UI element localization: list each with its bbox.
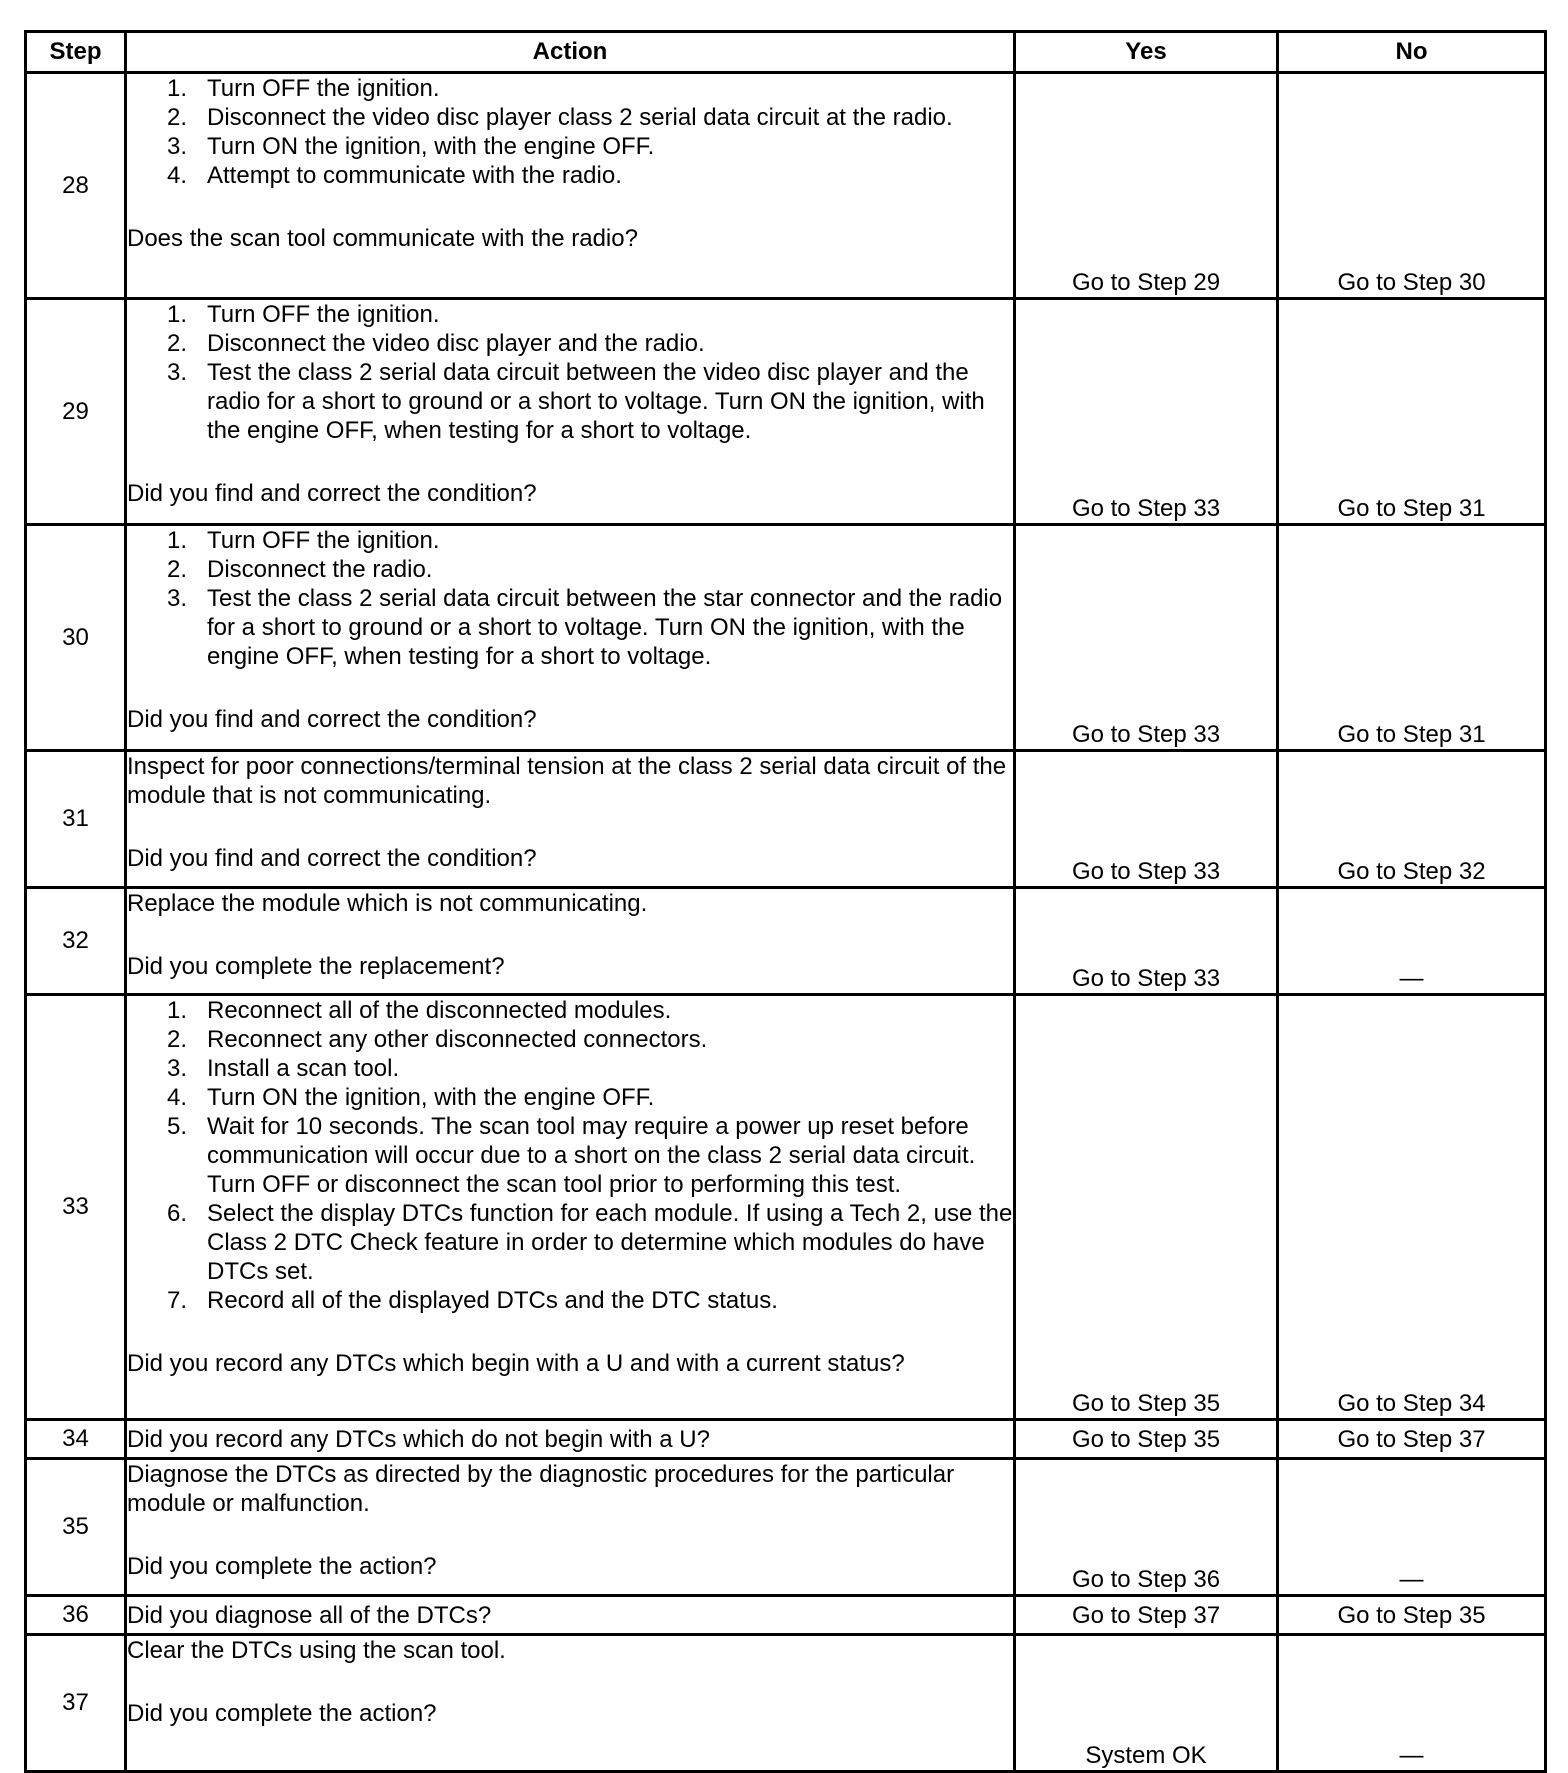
table-row <box>26 751 1546 888</box>
action-steps <box>127 526 1013 671</box>
yes-result: Go to Step 36 <box>1015 1459 1278 1596</box>
action-steps <box>127 300 1013 445</box>
action-instruction: Inspect for poor connections/terminal tension at the class 2 serial data circuit of the module that is not communicating. <box>127 753 1007 809</box>
diagnostic-table <box>24 30 1547 1773</box>
step-text: Disconnect the video disc player class 2 serial data circuit at the radio. <box>207 104 953 131</box>
no-result: Go to Step 31 <box>1278 299 1546 525</box>
step-index: 1. <box>166 997 187 1024</box>
yes-result: Go to Step 33 <box>1015 888 1278 995</box>
action-question: Did you find and correct the condition? <box>127 480 537 507</box>
action-step <box>127 526 1013 555</box>
action-step <box>127 1025 1013 1054</box>
step-text: Test the class 2 serial data circuit between the video disc player and the radio for a short to ground or a short to voltage. Turn ON the ignition, with the engine OFF, when testing for a short to voltage. <box>207 359 985 444</box>
action-step <box>127 584 1013 671</box>
action-step <box>127 555 1013 584</box>
no-result: Go to Step 34 <box>1278 995 1546 1420</box>
step-text: Record all of the displayed DTCs and the DTC status. <box>207 1287 778 1314</box>
action-cell <box>126 525 1015 751</box>
action-cell <box>126 1459 1015 1596</box>
table-row <box>26 73 1546 299</box>
action-instruction: Diagnose the DTCs as directed by the diagnostic procedures for the particular module or malfunction. <box>127 1461 955 1517</box>
table-row <box>26 299 1546 525</box>
action-cell <box>126 1420 1015 1459</box>
no-result: — <box>1278 1635 1546 1772</box>
table-row <box>26 525 1546 751</box>
no-result: Go to Step 35 <box>1278 1596 1546 1635</box>
step-index: 3. <box>166 359 187 386</box>
step-text: Test the class 2 serial data circuit between the star connector and the radio for a short to ground or a short to voltage. Turn ON the ignition, with the engine OFF, when testing for a short to voltage. <box>207 585 1003 670</box>
step-index: 2. <box>166 330 187 357</box>
step-index: 4. <box>166 1084 187 1111</box>
action-question: Does the scan tool communicate with the radio? <box>127 225 638 252</box>
table-row <box>26 1459 1546 1596</box>
step-index: 3. <box>166 133 187 160</box>
yes-result: Go to Step 35 <box>1015 995 1278 1420</box>
action-step <box>127 1286 1013 1315</box>
action-cell <box>126 299 1015 525</box>
step-index: 3. <box>166 1055 187 1082</box>
step-index: 5. <box>166 1113 187 1140</box>
action-steps <box>127 996 1013 1315</box>
table-header-row <box>26 32 1546 73</box>
action-question: Did you complete the action? <box>127 1553 437 1580</box>
step-number: 35 <box>26 1459 126 1596</box>
action-step <box>127 996 1013 1025</box>
table-row <box>26 888 1546 995</box>
step-text: Turn OFF the ignition. <box>207 75 440 102</box>
step-index: 6. <box>166 1200 187 1227</box>
action-question: Did you diagnose all of the DTCs? <box>127 1601 492 1629</box>
yes-result: Go to Step 33 <box>1015 751 1278 888</box>
yes-result: Go to Step 33 <box>1015 299 1278 525</box>
action-step <box>127 329 1013 358</box>
step-text: Turn ON the ignition, with the engine OFF. <box>207 133 655 160</box>
step-number: 32 <box>26 888 126 995</box>
action-step <box>127 161 1013 190</box>
step-text: Wait for 10 seconds. The scan tool may require a power up reset before communication will occur due to a short on the class 2 serial data circuit. Turn OFF or disconnect the scan tool prior to performing this test. <box>207 1113 976 1198</box>
action-cell <box>126 888 1015 995</box>
step-number: 30 <box>26 525 126 751</box>
action-question: Did you complete the action? <box>127 1700 437 1727</box>
step-index: 2. <box>166 104 187 131</box>
step-text: Install a scan tool. <box>207 1055 400 1082</box>
step-text: Disconnect the video disc player and the radio. <box>207 330 705 357</box>
header-no: No <box>1278 32 1546 73</box>
table-row <box>26 1635 1546 1772</box>
header-step: Step <box>26 32 126 73</box>
no-result: Go to Step 37 <box>1278 1420 1546 1459</box>
step-text: Select the display DTCs function for each module. If using a Tech 2, use the Class 2 DTC Check feature in order to determine which modules do have DTCs set. <box>207 1200 1013 1285</box>
action-cell <box>126 995 1015 1420</box>
step-index: 2. <box>166 556 187 583</box>
yes-result: Go to Step 33 <box>1015 525 1278 751</box>
action-question: Did you find and correct the condition? <box>127 706 537 733</box>
action-step <box>127 132 1013 161</box>
yes-result: Go to Step 29 <box>1015 73 1278 299</box>
step-text: Turn OFF the ignition. <box>207 301 440 328</box>
step-text: Turn ON the ignition, with the engine OFF. <box>207 1084 655 1111</box>
step-text: Attempt to communicate with the radio. <box>207 162 622 189</box>
action-cell <box>126 1596 1015 1635</box>
yes-result: Go to Step 35 <box>1015 1420 1278 1459</box>
action-cell <box>126 1635 1015 1772</box>
step-number: 31 <box>26 751 126 888</box>
yes-result: Go to Step 37 <box>1015 1596 1278 1635</box>
header-action: Action <box>126 32 1015 73</box>
header-yes: Yes <box>1015 32 1278 73</box>
action-question: Did you find and correct the condition? <box>127 845 537 872</box>
yes-result: System OK <box>1015 1635 1278 1772</box>
no-result: — <box>1278 888 1546 995</box>
step-number: 37 <box>26 1635 126 1772</box>
action-step <box>127 74 1013 103</box>
no-result: Go to Step 30 <box>1278 73 1546 299</box>
action-instruction: Replace the module which is not communicating. <box>127 890 648 917</box>
action-cell <box>126 751 1015 888</box>
action-question: Did you record any DTCs which begin with a U and with a current status? <box>127 1350 905 1377</box>
step-number: 34 <box>26 1420 126 1459</box>
step-index: 4. <box>166 162 187 189</box>
no-result: Go to Step 31 <box>1278 525 1546 751</box>
step-text: Turn OFF the ignition. <box>207 527 440 554</box>
action-step <box>127 1083 1013 1112</box>
action-step <box>127 358 1013 445</box>
step-index: 3. <box>166 585 187 612</box>
step-index: 1. <box>166 301 187 328</box>
action-question: Did you complete the replacement? <box>127 953 505 980</box>
table-row <box>26 995 1546 1420</box>
action-instruction: Clear the DTCs using the scan tool. <box>127 1637 506 1664</box>
step-number: 33 <box>26 995 126 1420</box>
step-index: 1. <box>166 75 187 102</box>
step-index: 2. <box>166 1026 187 1053</box>
step-text: Disconnect the radio. <box>207 556 433 583</box>
action-step <box>127 1112 1013 1199</box>
step-number: 29 <box>26 299 126 525</box>
action-cell <box>126 73 1015 299</box>
action-step <box>127 1199 1013 1286</box>
action-question: Did you record any DTCs which do not begin with a U? <box>127 1425 710 1453</box>
table-row <box>26 1596 1546 1635</box>
step-text: Reconnect any other disconnected connectors. <box>207 1026 708 1053</box>
step-index: 7. <box>166 1287 187 1314</box>
step-number: 36 <box>26 1596 126 1635</box>
step-number: 28 <box>26 73 126 299</box>
action-steps <box>127 74 1013 190</box>
action-step <box>127 1054 1013 1083</box>
no-result: — <box>1278 1459 1546 1596</box>
no-result: Go to Step 32 <box>1278 751 1546 888</box>
table-row <box>26 1420 1546 1459</box>
action-step <box>127 300 1013 329</box>
step-index: 1. <box>166 527 187 554</box>
action-step <box>127 103 1013 132</box>
step-text: Reconnect all of the disconnected modules. <box>207 997 672 1024</box>
